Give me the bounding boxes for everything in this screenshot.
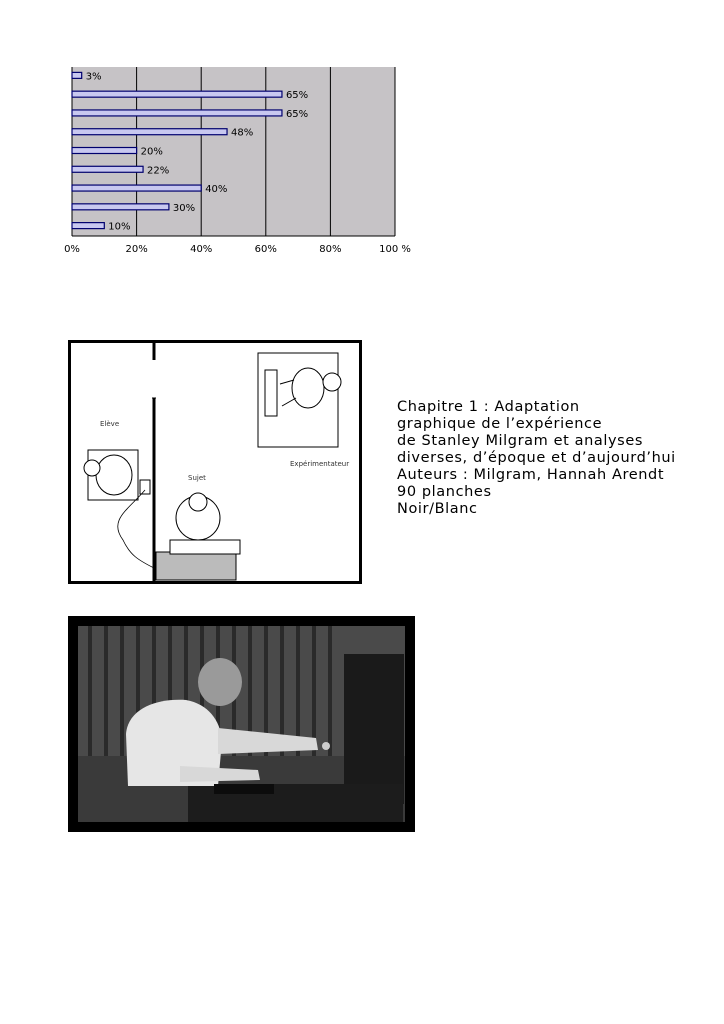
caption-line: de Stanley Milgram et analyses xyxy=(397,433,644,449)
x-tick-label: 60% xyxy=(254,244,277,255)
bar-chart-svg xyxy=(60,60,420,265)
experiment-photo xyxy=(68,616,415,832)
x-tick-label: 100 % xyxy=(379,244,411,255)
caption-line: graphique de l’expérience xyxy=(397,416,603,432)
man-head xyxy=(198,658,242,706)
caption-line: Noir/Blanc xyxy=(397,501,478,517)
bar xyxy=(72,110,282,116)
bar-data-label: 40% xyxy=(205,184,228,196)
x-tick-label: 20% xyxy=(125,244,148,255)
shock-generator xyxy=(156,552,236,580)
caption-line: Auteurs : Milgram, Hannah Arendt xyxy=(397,467,665,483)
bar-data-label: 20% xyxy=(140,146,163,158)
bar-data-label: 22% xyxy=(147,165,170,177)
photo-drawing xyxy=(68,616,415,832)
experimenter-figure xyxy=(292,368,324,408)
bar-data-label: 65% xyxy=(285,90,309,102)
student-label: Elève xyxy=(100,420,120,428)
bar xyxy=(72,185,201,191)
bar-data-label: 10% xyxy=(108,221,131,233)
bar xyxy=(72,166,143,172)
subject-label: Sujet xyxy=(188,474,206,482)
caption-line: diverses, d’époque et d’aujourd’hui xyxy=(397,450,676,466)
bar-data-label: 30% xyxy=(172,202,196,214)
chapter-caption xyxy=(397,399,717,518)
x-tick-label: 40% xyxy=(190,244,213,255)
x-tick-label: 80% xyxy=(319,244,342,255)
floor-plan-drawing xyxy=(68,340,362,584)
results-bar-chart xyxy=(60,60,420,265)
experiment-floor-plan xyxy=(68,340,362,584)
shock-generator-panel xyxy=(344,654,404,804)
bar xyxy=(72,91,282,97)
bar-data-label: 3% xyxy=(85,71,102,83)
caption-line: Chapitre 1 : Adaptation xyxy=(397,399,580,415)
experimenter-label: Expérimentateur xyxy=(290,460,350,468)
bar-data-label: 65% xyxy=(285,108,309,120)
bar xyxy=(72,72,82,78)
bar xyxy=(72,148,137,154)
caption-line: 90 planches xyxy=(397,484,492,500)
bar xyxy=(72,223,104,229)
bar xyxy=(72,204,169,210)
x-tick-label: 0% xyxy=(64,244,80,255)
bar-data-label: 48% xyxy=(231,127,254,139)
student-figure xyxy=(96,455,132,495)
bar xyxy=(72,129,227,135)
